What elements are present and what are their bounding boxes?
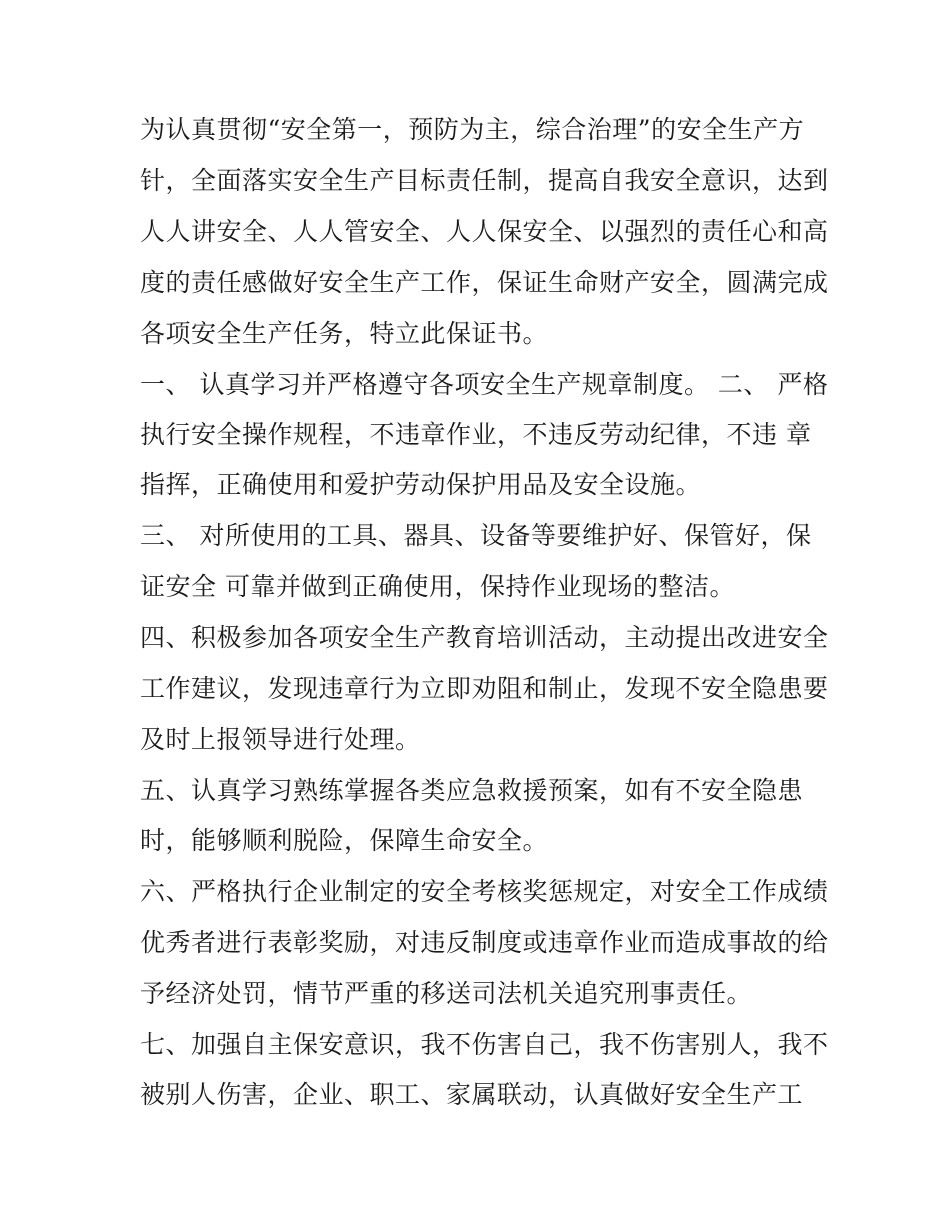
- text-line: 人人讲安全、人人管安全、人人保安全、以强烈的责任心和高: [140, 217, 829, 246]
- text-line: 三、 对所使用的工具、器具、设备等要维护好、保管好，保: [140, 521, 812, 550]
- text-line: 时，能够顺利脱险，保障生命安全。: [140, 826, 549, 855]
- text-line: 五、认真学习熟练掌握各类应急救援预案，如有不安全隐患: [140, 776, 804, 805]
- text-line: 执行安全操作规程，不违章作业，不违反劳动纪律，不违 章: [140, 420, 812, 449]
- text-line: 针，全面落实安全生产目标责任制，提高自我安全意识，达到: [140, 166, 829, 195]
- text-line: 度的责任感做好安全生产工作，保证生命财产安全，圆满完成: [140, 268, 829, 297]
- text-line: 七、加强自主保安意识，我不伤害自己，我不伤害别人，我不: [140, 1030, 829, 1059]
- text-line: 工作建议，发现违章行为立即劝阻和制止，发现不安全隐患要: [140, 674, 829, 703]
- text-line: 被别人伤害，企业、职工、家属联动，认真做好安全生产工: [140, 1080, 804, 1109]
- text-line: 一、 认真学习并严格遵守各项安全生产规章制度。 二、 严格: [140, 370, 829, 399]
- text-line: 证安全 可靠并做到正确使用，保持作业现场的整洁。: [140, 572, 735, 601]
- text-line: 四、积极参加各项安全生产教育培训活动，主动提出改进安全: [140, 623, 829, 652]
- text-line: 予经济处罚，情节严重的移送司法机关追究刑事责任。: [140, 979, 753, 1008]
- text-line: 及时上报领导进行处理。: [140, 725, 421, 754]
- text-line: 六、严格执行企业制定的安全考核奖惩规定，对安全工作成绩: [140, 877, 829, 906]
- text-line: 为认真贯彻“安全第一，预防为主，综合治理”的安全生产方: [140, 115, 805, 144]
- text-line: 优秀者进行表彰奖励，对违反制度或违章作业而造成事故的给: [140, 928, 829, 957]
- text-line: 指挥，正确使用和爱护劳动保护用品及安全设施。: [140, 470, 702, 499]
- text-line: 各项安全生产任务，特立此保证书。: [140, 319, 549, 348]
